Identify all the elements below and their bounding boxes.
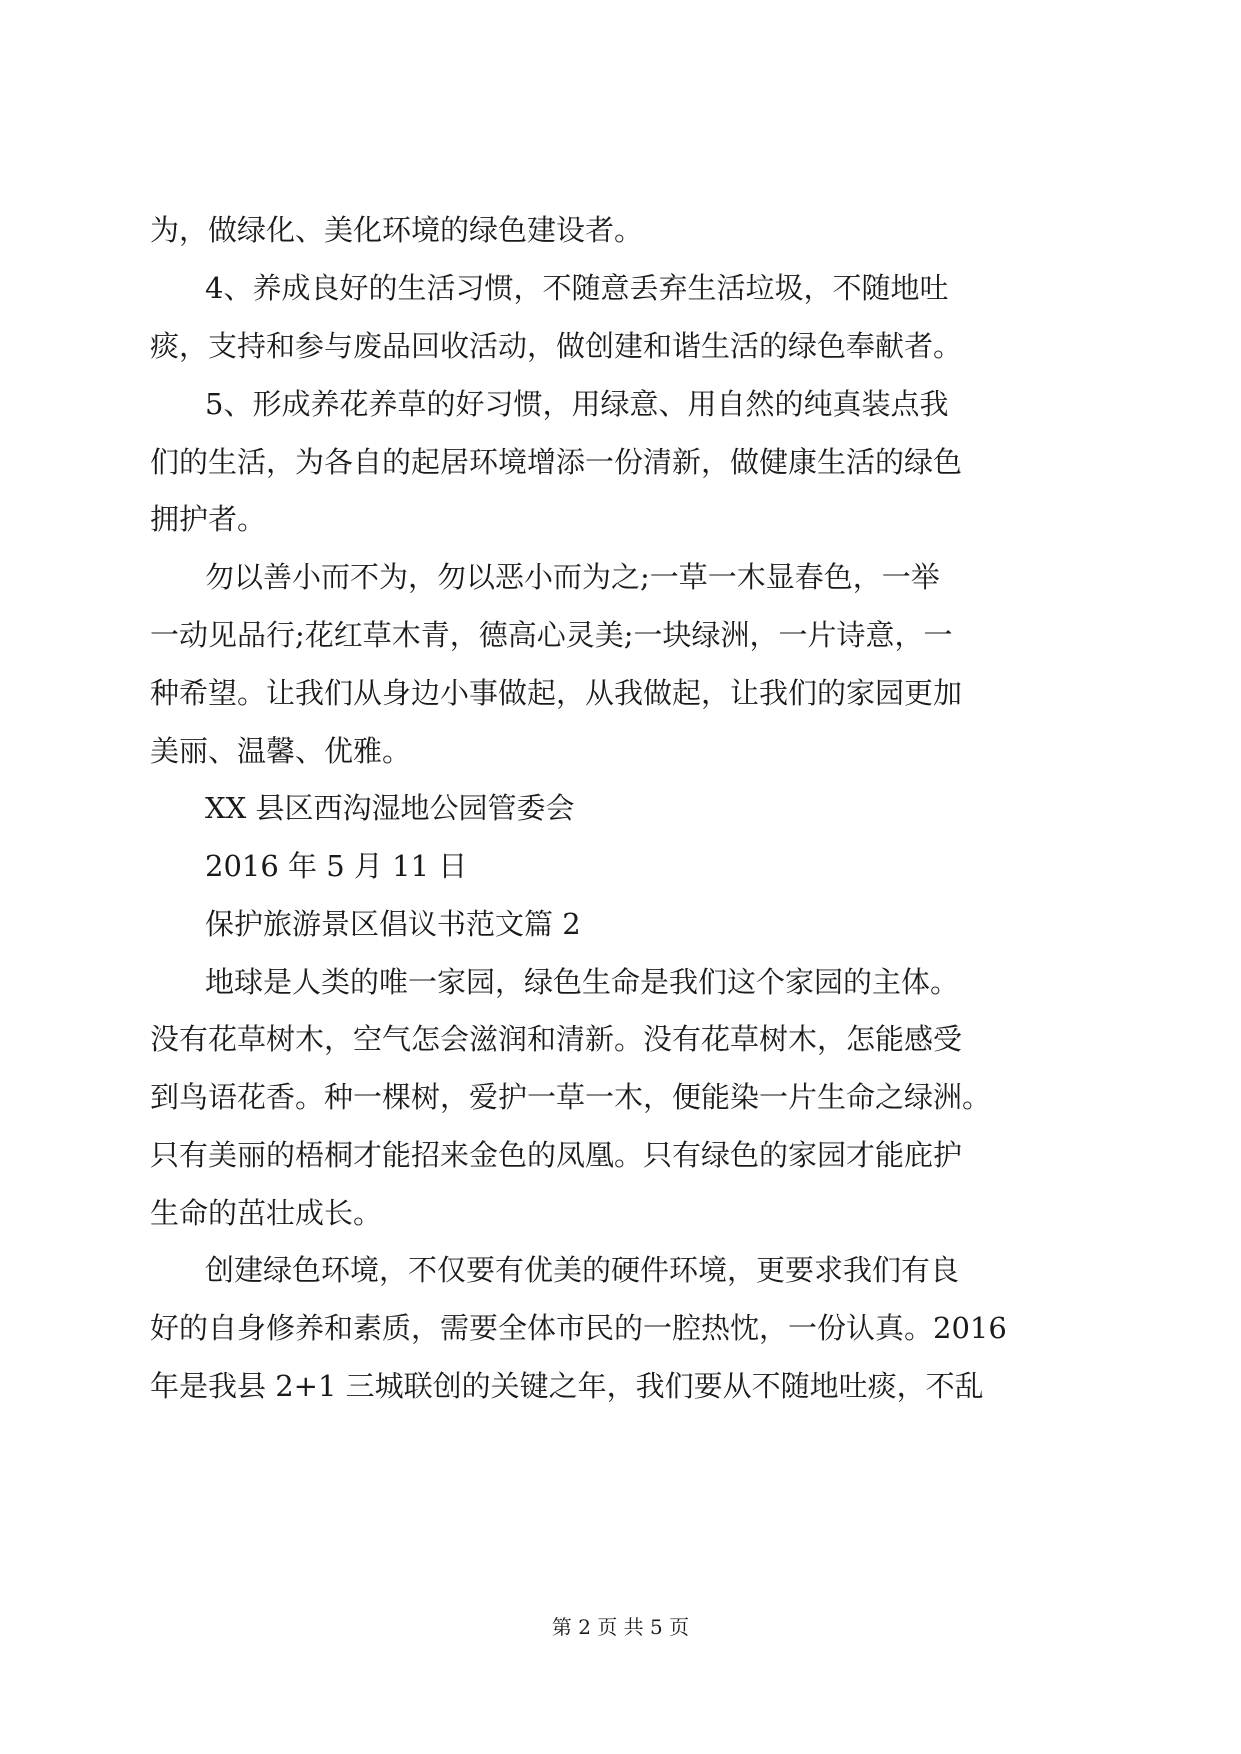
section-title: 保护旅游景区倡议书范文篇 2	[205, 907, 581, 941]
text-line: 5、形成养花养草的好习惯，用绿意、用自然的纯真装点我	[205, 387, 949, 421]
text-line: 一动见品行;花红草木青，德高心灵美;一块绿洲，一片诗意，一	[150, 618, 953, 652]
text-line: 勿以善小而不为，勿以恶小而为之;一草一木显春色，一举	[205, 560, 940, 594]
text-line: 们的生活，为各自的起居环境增添一份清新，做健康生活的绿色	[150, 445, 963, 479]
page-footer: 第 2 页 共 5 页	[551, 1615, 690, 1639]
text-line: 拥护者。	[150, 502, 267, 536]
text-line: 创建绿色环境，不仅要有优美的硬件环境，更要求我们有良	[205, 1253, 960, 1287]
text-line: 到鸟语花香。种一棵树，爱护一草一木，便能染一片生命之绿洲。	[150, 1080, 992, 1114]
text-line: 美丽、温馨、优雅。	[150, 734, 412, 768]
text-line: 痰，支持和参与废品回收活动，做创建和谐生活的绿色奉献者。	[150, 329, 963, 363]
text-line: 好的自身修养和素质，需要全体市民的一腔热忱，一份认真。2016	[150, 1311, 1007, 1345]
text-line: 地球是人类的唯一家园，绿色生命是我们这个家园的主体。	[205, 965, 960, 999]
text-line: 4、养成良好的生活习惯，不随意丢弃生活垃圾，不随地吐	[205, 271, 949, 305]
signature-date: 2016 年 5 月 11 日	[205, 849, 468, 883]
text-line: 为，做绿化、美化环境的绿色建设者。	[150, 213, 644, 247]
text-line: 种希望。让我们从身边小事做起，从我做起，让我们的家园更加	[150, 676, 963, 710]
text-line: 生命的茁壮成长。	[150, 1196, 383, 1230]
text-line: 年是我县 2+1 三城联创的关键之年，我们要从不随地吐痰，不乱	[150, 1369, 984, 1403]
text-line: 只有美丽的梧桐才能招来金色的凤凰。只有绿色的家园才能庇护	[150, 1138, 963, 1172]
text-line: 没有花草树木，空气怎会滋润和清新。没有花草树木，怎能感受	[150, 1022, 963, 1056]
signature-organization: XX 县区西沟湿地公园管委会	[205, 791, 575, 825]
